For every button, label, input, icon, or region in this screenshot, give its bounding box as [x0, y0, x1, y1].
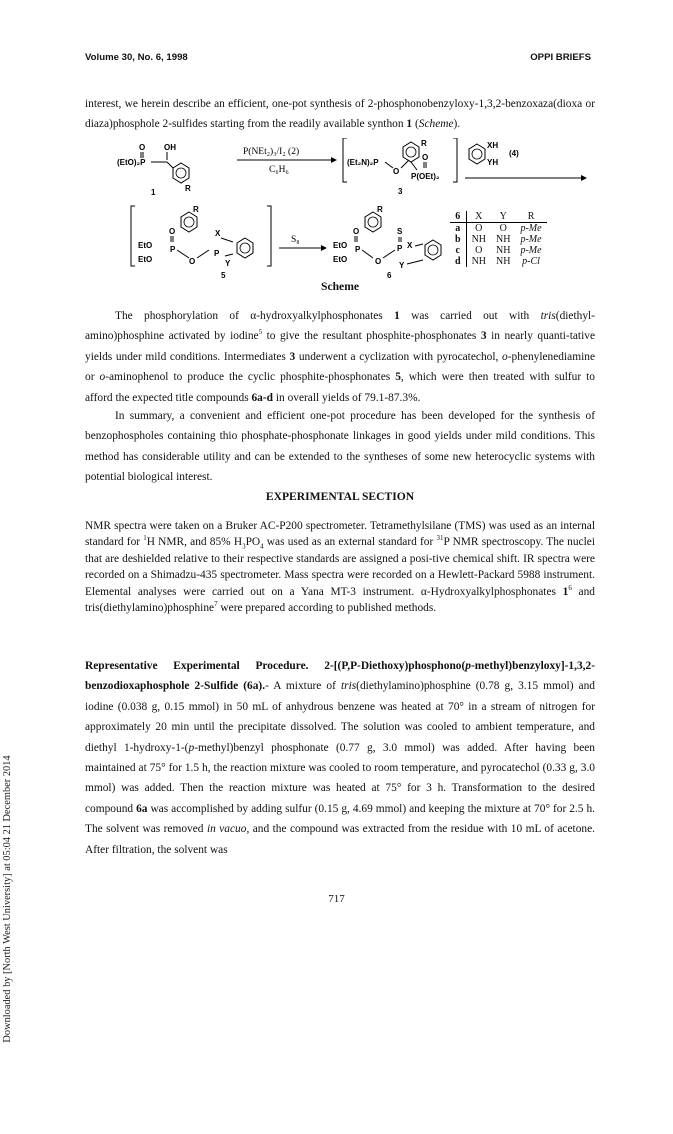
substituent-R: R — [193, 205, 199, 214]
body-text: was used as an external standard for — [263, 536, 437, 549]
atom-label: S — [397, 227, 403, 236]
intro-text: interest, we herein describe an efficient, one-pot synthesis of 2-phosphonobenzyloxy-1,3,2-benzoxaza(dioxa or diaza)phosphole 2-sulfides starting from the readily available synthon — [85, 98, 595, 131]
body-text: (diethyl-amino)phosphine activated by iodine — [85, 310, 596, 343]
table-row — [450, 223, 547, 235]
italic-text: o — [99, 371, 106, 384]
compound-number: 1 — [151, 188, 156, 197]
body-text: was accomplished by adding sulfur (0.15 g, 4.69 mmol) and keeping the mixture at 70° for 2.5 h. The solvent was removed — [85, 802, 595, 836]
atom-label: O — [353, 227, 360, 236]
procedure-title: -methyl)benzyloxy]-1,3,2-benzodioxaphosphole 2-Sulfide (6a). — [85, 660, 595, 693]
table-cell: c — [450, 245, 466, 256]
intro-text: ( — [412, 118, 419, 131]
table-row — [450, 234, 547, 245]
atom-label: X — [407, 241, 413, 250]
italic-text: tris — [540, 310, 556, 322]
procedure-paragraph — [85, 656, 595, 860]
group-label: (Et₂N)₂P — [347, 158, 379, 167]
substituent-R: R — [185, 184, 191, 193]
compound-ref: 5 — [395, 371, 401, 384]
compound-3-structure — [343, 138, 457, 196]
body-text: in overall yields of 79.1-87.3%. — [273, 391, 421, 404]
solvent-label: C₆H₆ — [269, 165, 289, 175]
table-cell: NH — [471, 234, 487, 245]
compound-number: 3 — [398, 187, 403, 196]
group-label: EtO — [333, 241, 348, 250]
table-cell: p-Me — [520, 234, 542, 245]
citation: 7 — [214, 600, 218, 609]
body-text: -aminophenol to produce the cyclic phosphite-phosphonates — [105, 371, 396, 384]
scheme-caption: Scheme — [321, 280, 359, 293]
table-header-cell: Y — [491, 211, 515, 223]
table-row — [450, 245, 547, 256]
body-text: - A mixture of — [265, 680, 341, 693]
reagent-label: P(NEt₂)₃/I₂ (2) — [243, 147, 300, 157]
body-text: in nearly quanti-tative yields under mild conditions. Intermediates — [85, 330, 595, 363]
italic-text: tris — [340, 680, 357, 693]
atom-label: P — [170, 245, 176, 254]
body-text: PO — [245, 536, 261, 549]
compound-number: 6 — [387, 271, 392, 280]
compound-ref: 6a-d — [251, 391, 274, 404]
running-header-journal: Volume 30, No. 6, 1998 — [85, 52, 188, 63]
experimental-heading: EXPERIMENTAL SECTION — [265, 490, 415, 503]
table-row — [450, 256, 547, 267]
table-cell: p-Me — [520, 245, 542, 256]
group-label: EtO — [333, 255, 348, 264]
body-text: -methyl)benzyl phosphonate (0.77 g, 3.0 mmol) was added. After having been maintained at 75° for 1.5 h, the reaction mixture was cooled to room temperature, and pyrocatechol (0.33 g, 3.0 mmol) was added. Then the reaction mixture was heated at 75° for 3 h. Transformation to the desired compound — [85, 741, 596, 815]
body-text: -phenylenediamine or — [85, 350, 595, 384]
download-note-text: Downloaded by [North West University] at 05:04 21 December 2014 — [2, 755, 13, 1043]
body-text: H NMR, and 85% H — [146, 536, 243, 549]
compound-ref: 1 — [562, 585, 569, 598]
table-cell: b — [450, 234, 466, 245]
download-watermark — [2, 205, 14, 1043]
group-label: OH — [164, 143, 176, 152]
body-text: were prepared according to published methods. — [217, 602, 437, 615]
compound-6-structure — [333, 205, 441, 280]
atom-label: P — [355, 245, 361, 254]
atom-label: O — [375, 257, 382, 266]
superscript: 1 — [143, 534, 147, 543]
atom-label: Y — [399, 261, 405, 270]
atom-label: O — [422, 153, 429, 162]
italic-text: in vacuo — [206, 823, 247, 836]
superscript: 31 — [436, 534, 444, 543]
intro-paragraph — [85, 94, 595, 135]
compound-number: 5 — [221, 271, 226, 280]
scheme-ref: Scheme — [418, 118, 454, 131]
table-cell: NH — [496, 245, 511, 256]
body-text: (diethylamino)phosphine (0.78 g, 3.15 mmol) and iodine (0.038 g, 0.15 mmol) in 50 mL of anhydrous benzene was heated at 70° in a stream of nitrogen for approximately 20 min until the precipitate dissolved. The solution was cooled to ambient temperature, and diethyl 1-hydroxy-1-( — [85, 680, 595, 754]
compound-ref: 1 — [394, 310, 400, 322]
body-text: The phosphorylation of α-hydroxyalkylphosphonates — [115, 310, 395, 322]
group-label: EtO — [138, 255, 153, 264]
compound-ref: 3 — [480, 330, 487, 343]
table-cell: O — [499, 223, 507, 234]
atom-label: P — [397, 244, 403, 253]
reagent-4-structure — [469, 141, 519, 167]
table-cell: NH — [496, 234, 511, 245]
atom-label: O — [393, 167, 400, 176]
group-label: P(OEt)₂ — [411, 172, 440, 181]
reagent-label: S₈ — [291, 235, 300, 245]
table-header-cell: X — [466, 211, 491, 223]
intro-text: ). — [453, 118, 461, 131]
procedure-title: p — [465, 660, 471, 672]
table-cell: NH — [471, 256, 487, 267]
body-text: was carried out with — [399, 310, 541, 322]
table-cell: O — [475, 223, 483, 234]
group-label: XH — [487, 141, 499, 150]
table-header-row — [450, 211, 547, 223]
group-label: YH — [487, 158, 499, 167]
table-header-cell: 6 — [450, 211, 466, 223]
table-cell: p-Me — [520, 223, 542, 234]
atom-label: O — [169, 227, 176, 236]
summary-paragraph: In summary, a convenient and efficient one-pot procedure has been developed for the synthesis of benzophospholes containing thio phosphate-phosphonate linkages in good yields under mild conditions. This method has considerable utility and can be extended to the syntheses of some new heterocyclic systems with potential biological interest. — [85, 410, 595, 484]
italic-text: o — [502, 350, 508, 363]
table-cell: p-Cl — [522, 256, 540, 267]
atom-label: P — [214, 249, 220, 258]
table-cell: a — [450, 223, 466, 235]
italic-text: p — [188, 741, 195, 754]
atom-label: O — [139, 143, 146, 152]
group-label: EtO — [138, 241, 153, 250]
page-number: 717 — [328, 893, 345, 905]
subscript: 3 — [242, 542, 246, 551]
substituent-R: R — [377, 205, 383, 214]
compound-ref: 1 — [406, 118, 413, 131]
atom-label: O — [189, 257, 196, 266]
body-text: , which were then treated with sulfur to afford the expected title compounds — [85, 371, 596, 404]
subscript: 4 — [260, 542, 264, 551]
body-text: P NMR spectroscopy. The nuclei that are deshielded relative to their respective standards are assigned a posi-tive chemical shift. IR spectra were recorded on a Shimadzu-435 spectrometer. Mass spectra were recorded on a Hewlett-Packard 5988 instrument. Elemental analyses were carried out on a Yana MT-3 instrument. α-Hydroxyalkylphosphonates — [85, 536, 595, 598]
body-text: , and the compound was extracted from the residue with 10 mL of acetone. After filtration, the solvent was — [85, 823, 595, 856]
experimental-paragraph — [85, 518, 595, 616]
discussion-paragraph — [85, 306, 595, 408]
compound-1-structure — [117, 143, 191, 197]
atom-label: Y — [225, 259, 231, 268]
table-cell: d — [450, 256, 466, 267]
citation: 5 — [258, 328, 263, 337]
body-text: underwent a cyclization with pyrocatechol, — [295, 350, 502, 363]
procedure-title: Representative Experimental Procedure. 2-[(P,P-Diethoxy)phosphono( — [85, 660, 466, 672]
body-text: to give the resultant phosphite-phosphonates — [262, 330, 481, 343]
table-cell: O — [475, 245, 483, 256]
atom-label: X — [215, 229, 221, 238]
compound-ref: 3 — [289, 350, 296, 363]
citation: 6 — [568, 583, 572, 592]
substituent-R: R — [421, 139, 427, 148]
body-text: NMR spectra were taken on a Bruker AC-P200 spectrometer. Tetramethylsilane (TMS) was used as an internal standard for — [85, 520, 595, 549]
table-header-cell: R — [515, 211, 546, 223]
compound-ref: 6a — [136, 802, 148, 815]
running-header-section: OPPI BRIEFS — [530, 52, 591, 63]
reagent-number: (4) — [509, 149, 519, 158]
compound-5-structure — [131, 205, 271, 280]
table-cell: NH — [496, 256, 511, 267]
substituent-table — [450, 211, 547, 267]
group-label: (EtO)₂P — [117, 158, 146, 167]
body-text: and tris(diethylamino)phosphine — [85, 585, 595, 615]
